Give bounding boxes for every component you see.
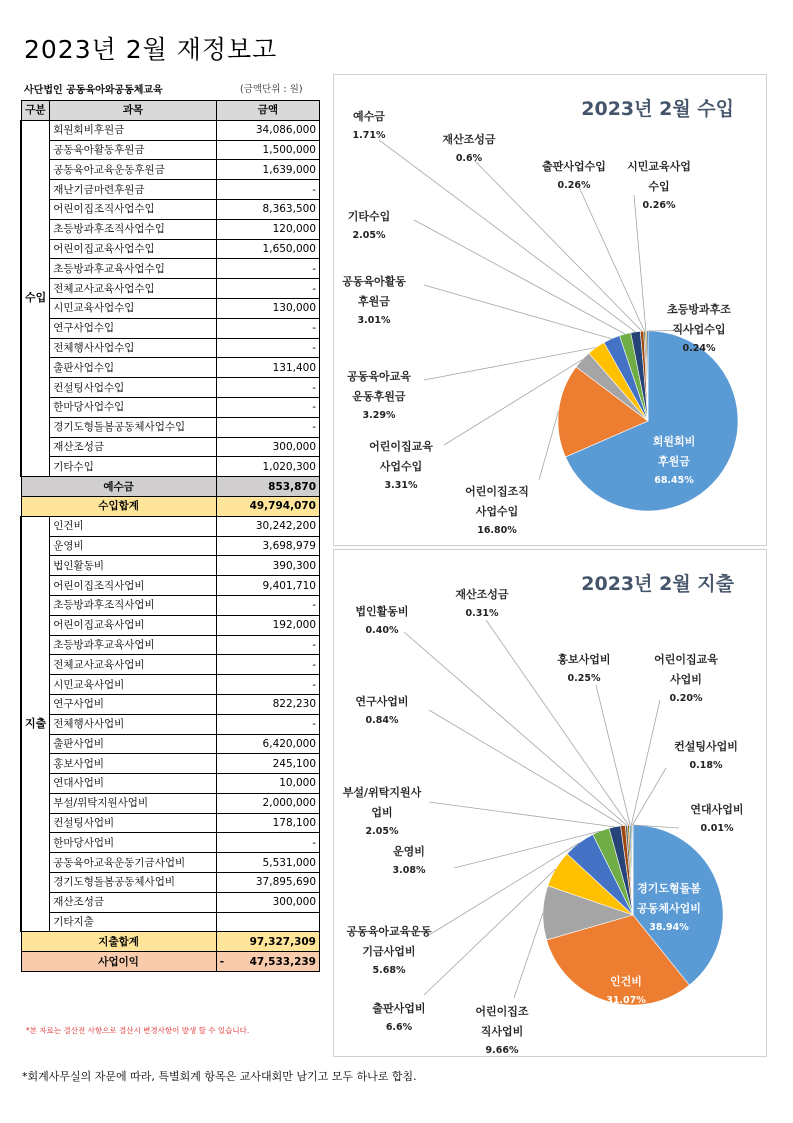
item-name: 한마당사업비 [50, 833, 216, 853]
item-amount: - [216, 378, 319, 398]
slice-label: 후원금 [358, 295, 390, 308]
slice-percent: 9.66% [485, 1045, 519, 1056]
item-name: 초등방과후교육사업수입 [50, 259, 216, 279]
slice-label: 시민교육사업 [627, 160, 691, 173]
item-amount: - [216, 417, 319, 437]
leader-line [424, 869, 556, 995]
income-row [21, 239, 320, 259]
item-amount [216, 912, 319, 932]
item-name: 재산조성금 [50, 892, 216, 912]
expense-total-label: 지출합계 [21, 932, 216, 952]
income-row [21, 180, 320, 200]
carryover-row [21, 477, 320, 497]
leader-line [514, 913, 543, 998]
expense-section-label: 지출 [21, 516, 50, 932]
expense-row [21, 892, 320, 912]
profit-amount-cell [216, 952, 319, 972]
slice-percent: 5.68% [372, 965, 406, 976]
slice-percent: 6.6% [385, 1022, 413, 1033]
item-amount: 192,000 [216, 615, 319, 635]
item-name: 운영비 [50, 536, 216, 556]
expense-row [21, 873, 320, 893]
item-amount: 8,363,500 [216, 199, 319, 219]
slice-label: 출판사업수입 [542, 160, 606, 173]
income-total-label: 수입합계 [21, 496, 216, 516]
slice-percent: 0.6% [455, 153, 483, 164]
slice-percent: 3.01% [357, 315, 391, 326]
income-row [21, 358, 320, 378]
expense-row [21, 754, 320, 774]
item-amount: - [216, 635, 319, 655]
page-title: 2023년 2월 재정보고 [24, 35, 278, 64]
slice-label: 직사업수입 [672, 323, 726, 336]
item-amount: - [216, 279, 319, 299]
slice-percent: 1.71% [352, 130, 386, 141]
expense-row [21, 714, 320, 734]
item-name: 부설/위탁지원사업비 [50, 793, 216, 813]
slice-label: 어린이집조직 [465, 485, 529, 498]
carryover-label: 예수금 [21, 477, 216, 497]
slice-label: 사업비 [670, 673, 702, 686]
slice-percent: 0.40% [365, 625, 399, 636]
header-amount: 금액 [216, 101, 319, 121]
slice-label: 어린이집교육 [654, 653, 718, 666]
slice-label: 초등방과후조 [667, 303, 731, 316]
item-amount: 1,500,000 [216, 140, 319, 160]
item-amount: - [216, 338, 319, 358]
expense-row [21, 694, 320, 714]
slice-percent: 3.08% [392, 865, 426, 876]
item-name: 기타수입 [50, 457, 216, 477]
slice-percent: 3.29% [362, 410, 396, 421]
item-amount: - [216, 397, 319, 417]
income-row [21, 318, 320, 338]
income-row [21, 437, 320, 457]
item-name: 어린이집조직사업비 [50, 576, 216, 596]
disclaimer-note: *본 자료는 결산전 사항으로 결산시 변경사항이 발생 할 수 있습니다. [26, 1026, 250, 1035]
item-name: 전체행사사업수입 [50, 338, 216, 358]
item-amount: 300,000 [216, 437, 319, 457]
slice-percent: 16.80% [477, 525, 517, 536]
chart-title: 2023년 2월 지출 [581, 573, 734, 595]
slice-percent: 31.07% [606, 995, 646, 1006]
item-name: 연구사업수입 [50, 318, 216, 338]
carryover-amount: 853,870 [216, 477, 319, 497]
expense-row [21, 912, 320, 932]
slice-label: 사업수입 [475, 505, 519, 518]
expense-chart-panel [333, 549, 767, 1057]
item-amount: 390,300 [216, 556, 319, 576]
item-amount: 1,639,000 [216, 160, 319, 180]
leader-line [486, 620, 629, 825]
item-amount: 1,650,000 [216, 239, 319, 259]
item-amount: 30,242,200 [216, 516, 319, 536]
item-name: 경기도형돌봄공동체사업수입 [50, 417, 216, 437]
leader-line [539, 411, 559, 481]
item-name: 공동육아교육운동기금사업비 [50, 853, 216, 873]
slice-label: 공동육아교육운동 [346, 925, 432, 938]
slice-label: 운영비 [393, 845, 425, 858]
expense-row [21, 833, 320, 853]
income-row [21, 457, 320, 477]
item-name: 법인활동비 [50, 556, 216, 576]
item-name: 시민교육사업수입 [50, 298, 216, 318]
expense-row [21, 655, 320, 675]
slice-percent: 0.01% [700, 823, 734, 834]
item-amount: 2,000,000 [216, 793, 319, 813]
profit-sign: - [219, 955, 225, 968]
slice-percent: 38.94% [649, 922, 689, 933]
item-amount: 9,401,710 [216, 576, 319, 596]
income-row [21, 279, 320, 299]
expense-row [21, 536, 320, 556]
item-amount: 245,100 [216, 754, 319, 774]
item-amount: 3,698,979 [216, 536, 319, 556]
slice-label: 예수금 [353, 110, 385, 123]
slice-label: 경기도형돌봄 [637, 882, 701, 895]
slice-label: 후원금 [658, 455, 690, 468]
slice-percent: 0.26% [642, 200, 676, 211]
expense-row [21, 734, 320, 754]
income-row [21, 378, 320, 398]
slice-label: 공동육아교육 [347, 370, 411, 383]
expense-row [21, 595, 320, 615]
income-row [21, 120, 320, 140]
item-name: 재난기금마련후원금 [50, 180, 216, 200]
item-amount: 6,420,000 [216, 734, 319, 754]
item-name: 연대사업비 [50, 774, 216, 794]
item-amount: - [216, 675, 319, 695]
leader-line [429, 710, 623, 826]
item-name: 연구사업비 [50, 694, 216, 714]
leader-line [596, 685, 630, 825]
slice-percent: 68.45% [654, 475, 694, 486]
currency-unit: (금액단위 : 원) [240, 84, 303, 95]
expense-row [21, 556, 320, 576]
item-amount: 5,531,000 [216, 853, 319, 873]
item-amount: 34,086,000 [216, 120, 319, 140]
income-row [21, 298, 320, 318]
item-amount: 37,895,690 [216, 873, 319, 893]
item-name: 전체교사교육사업비 [50, 655, 216, 675]
item-name: 어린이집조직사업수입 [50, 199, 216, 219]
slice-percent: 0.18% [689, 760, 723, 771]
header-item: 과목 [50, 101, 216, 121]
slice-percent: 0.20% [669, 693, 703, 704]
item-amount: 822,230 [216, 694, 319, 714]
item-name: 출판사업수입 [50, 358, 216, 378]
leader-line [414, 220, 625, 334]
profit-amount: 47,533,239 [249, 955, 316, 968]
slice-percent: 0.84% [365, 715, 399, 726]
slice-label: 재산조성금 [442, 133, 496, 146]
income-row [21, 397, 320, 417]
slice-label: 회원회비 [652, 435, 696, 448]
income-row [21, 219, 320, 239]
profit-row [21, 952, 320, 972]
slice-percent: 2.05% [352, 230, 386, 241]
item-amount: - [216, 318, 319, 338]
slice-label: 운동후원금 [352, 390, 406, 403]
item-amount: 120,000 [216, 219, 319, 239]
item-amount: 10,000 [216, 774, 319, 794]
income-chart-panel [333, 74, 767, 546]
expense-total-amount: 97,327,309 [216, 932, 319, 952]
item-name: 컨설팅사업비 [50, 813, 216, 833]
slice-percent: 3.31% [384, 480, 418, 491]
income-section-label: 수입 [21, 120, 50, 476]
income-row [21, 199, 320, 219]
expense-row [21, 853, 320, 873]
income-row [21, 338, 320, 358]
expense-row [21, 774, 320, 794]
slice-label: 연구사업비 [355, 695, 409, 708]
item-name: 어린이집교육사업수입 [50, 239, 216, 259]
slice-label: 어린이집교육 [369, 440, 433, 453]
slice-label: 수입 [648, 180, 670, 193]
expense-row [21, 813, 320, 833]
leader-line [631, 700, 660, 825]
expense-row [21, 675, 320, 695]
income-row [21, 140, 320, 160]
profit-label: 사업이익 [21, 952, 216, 972]
item-name: 한마당사업수입 [50, 397, 216, 417]
slice-label: 공동체사업비 [637, 902, 701, 915]
expense-row [21, 576, 320, 596]
item-name: 공동육아활동후원금 [50, 140, 216, 160]
item-name: 기타지출 [50, 912, 216, 932]
item-amount: - [216, 180, 319, 200]
slice-percent: 0.25% [567, 673, 601, 684]
item-name: 어린이집교육사업비 [50, 615, 216, 635]
expense-row [21, 615, 320, 635]
slice-label: 기금사업비 [362, 945, 416, 958]
item-amount: 130,000 [216, 298, 319, 318]
slice-label: 재산조성금 [455, 588, 509, 601]
slice-label: 기타수입 [347, 210, 391, 223]
slice-percent: 0.26% [557, 180, 591, 191]
item-name: 홍보사업비 [50, 754, 216, 774]
income-total-amount: 49,794,070 [216, 496, 319, 516]
slice-percent: 0.24% [682, 343, 716, 354]
finance-table [20, 100, 320, 972]
item-amount: 1,020,300 [216, 457, 319, 477]
slice-label: 연대사업비 [690, 803, 744, 816]
item-name: 출판사업비 [50, 734, 216, 754]
item-amount: 131,400 [216, 358, 319, 378]
item-name: 재산조성금 [50, 437, 216, 457]
slice-percent: 2.05% [365, 826, 399, 837]
slice-label: 출판사업비 [372, 1002, 426, 1015]
item-amount: - [216, 714, 319, 734]
slice-percent: 0.31% [465, 608, 499, 619]
item-amount: - [216, 655, 319, 675]
item-name: 회원회비후원금 [50, 120, 216, 140]
item-name: 전체행사사업비 [50, 714, 216, 734]
item-name: 초등방과후교육사업비 [50, 635, 216, 655]
item-name: 인건비 [50, 516, 216, 536]
item-name: 공동육아교육운동후원금 [50, 160, 216, 180]
item-name: 초등방과후조직사업비 [50, 595, 216, 615]
slice-label: 법인활동비 [355, 605, 409, 618]
footnote: *회계사무실의 자문에 따라, 특별회계 항목은 교사대회만 남기고 모두 하나로 합침. [22, 1070, 417, 1083]
item-amount: - [216, 833, 319, 853]
slice-label: 어린이집조 [475, 1005, 529, 1018]
item-amount: - [216, 259, 319, 279]
item-name: 전체교사교육사업수입 [50, 279, 216, 299]
chart-title: 2023년 2월 수입 [581, 98, 734, 120]
leader-line [634, 195, 646, 331]
slice-label: 컨설팅사업비 [674, 740, 738, 753]
income-total-row [21, 496, 320, 516]
table-header [21, 101, 320, 121]
expense-row [21, 793, 320, 813]
item-amount: 178,100 [216, 813, 319, 833]
slice-label: 사업수입 [379, 460, 423, 473]
expense-row [21, 635, 320, 655]
income-pie-chart [334, 75, 766, 545]
slice-label: 업비 [371, 806, 393, 819]
expense-pie-chart [334, 550, 766, 1056]
slice-label: 공동육아활동 [342, 275, 406, 288]
expense-row [21, 516, 320, 536]
slice-label: 직사업비 [480, 1025, 524, 1038]
item-name: 경기도형돌봄공동체사업비 [50, 873, 216, 893]
leader-line [579, 187, 644, 331]
slice-label: 홍보사업비 [557, 653, 611, 666]
item-name: 시민교육사업비 [50, 675, 216, 695]
expense-total-row [21, 932, 320, 952]
income-row [21, 160, 320, 180]
item-amount: 300,000 [216, 892, 319, 912]
header-category: 구분 [21, 101, 50, 121]
income-row [21, 417, 320, 437]
item-name: 초등방과후조직사업수입 [50, 219, 216, 239]
item-name: 컨설팅사업수입 [50, 378, 216, 398]
income-row [21, 259, 320, 279]
item-amount: - [216, 595, 319, 615]
slice-label: 인건비 [610, 975, 642, 988]
leader-line [429, 802, 615, 827]
organization-name: 사단법인 공동육아와공동체교육 [24, 85, 163, 96]
slice-label: 부설/위탁지원사 [342, 786, 422, 799]
